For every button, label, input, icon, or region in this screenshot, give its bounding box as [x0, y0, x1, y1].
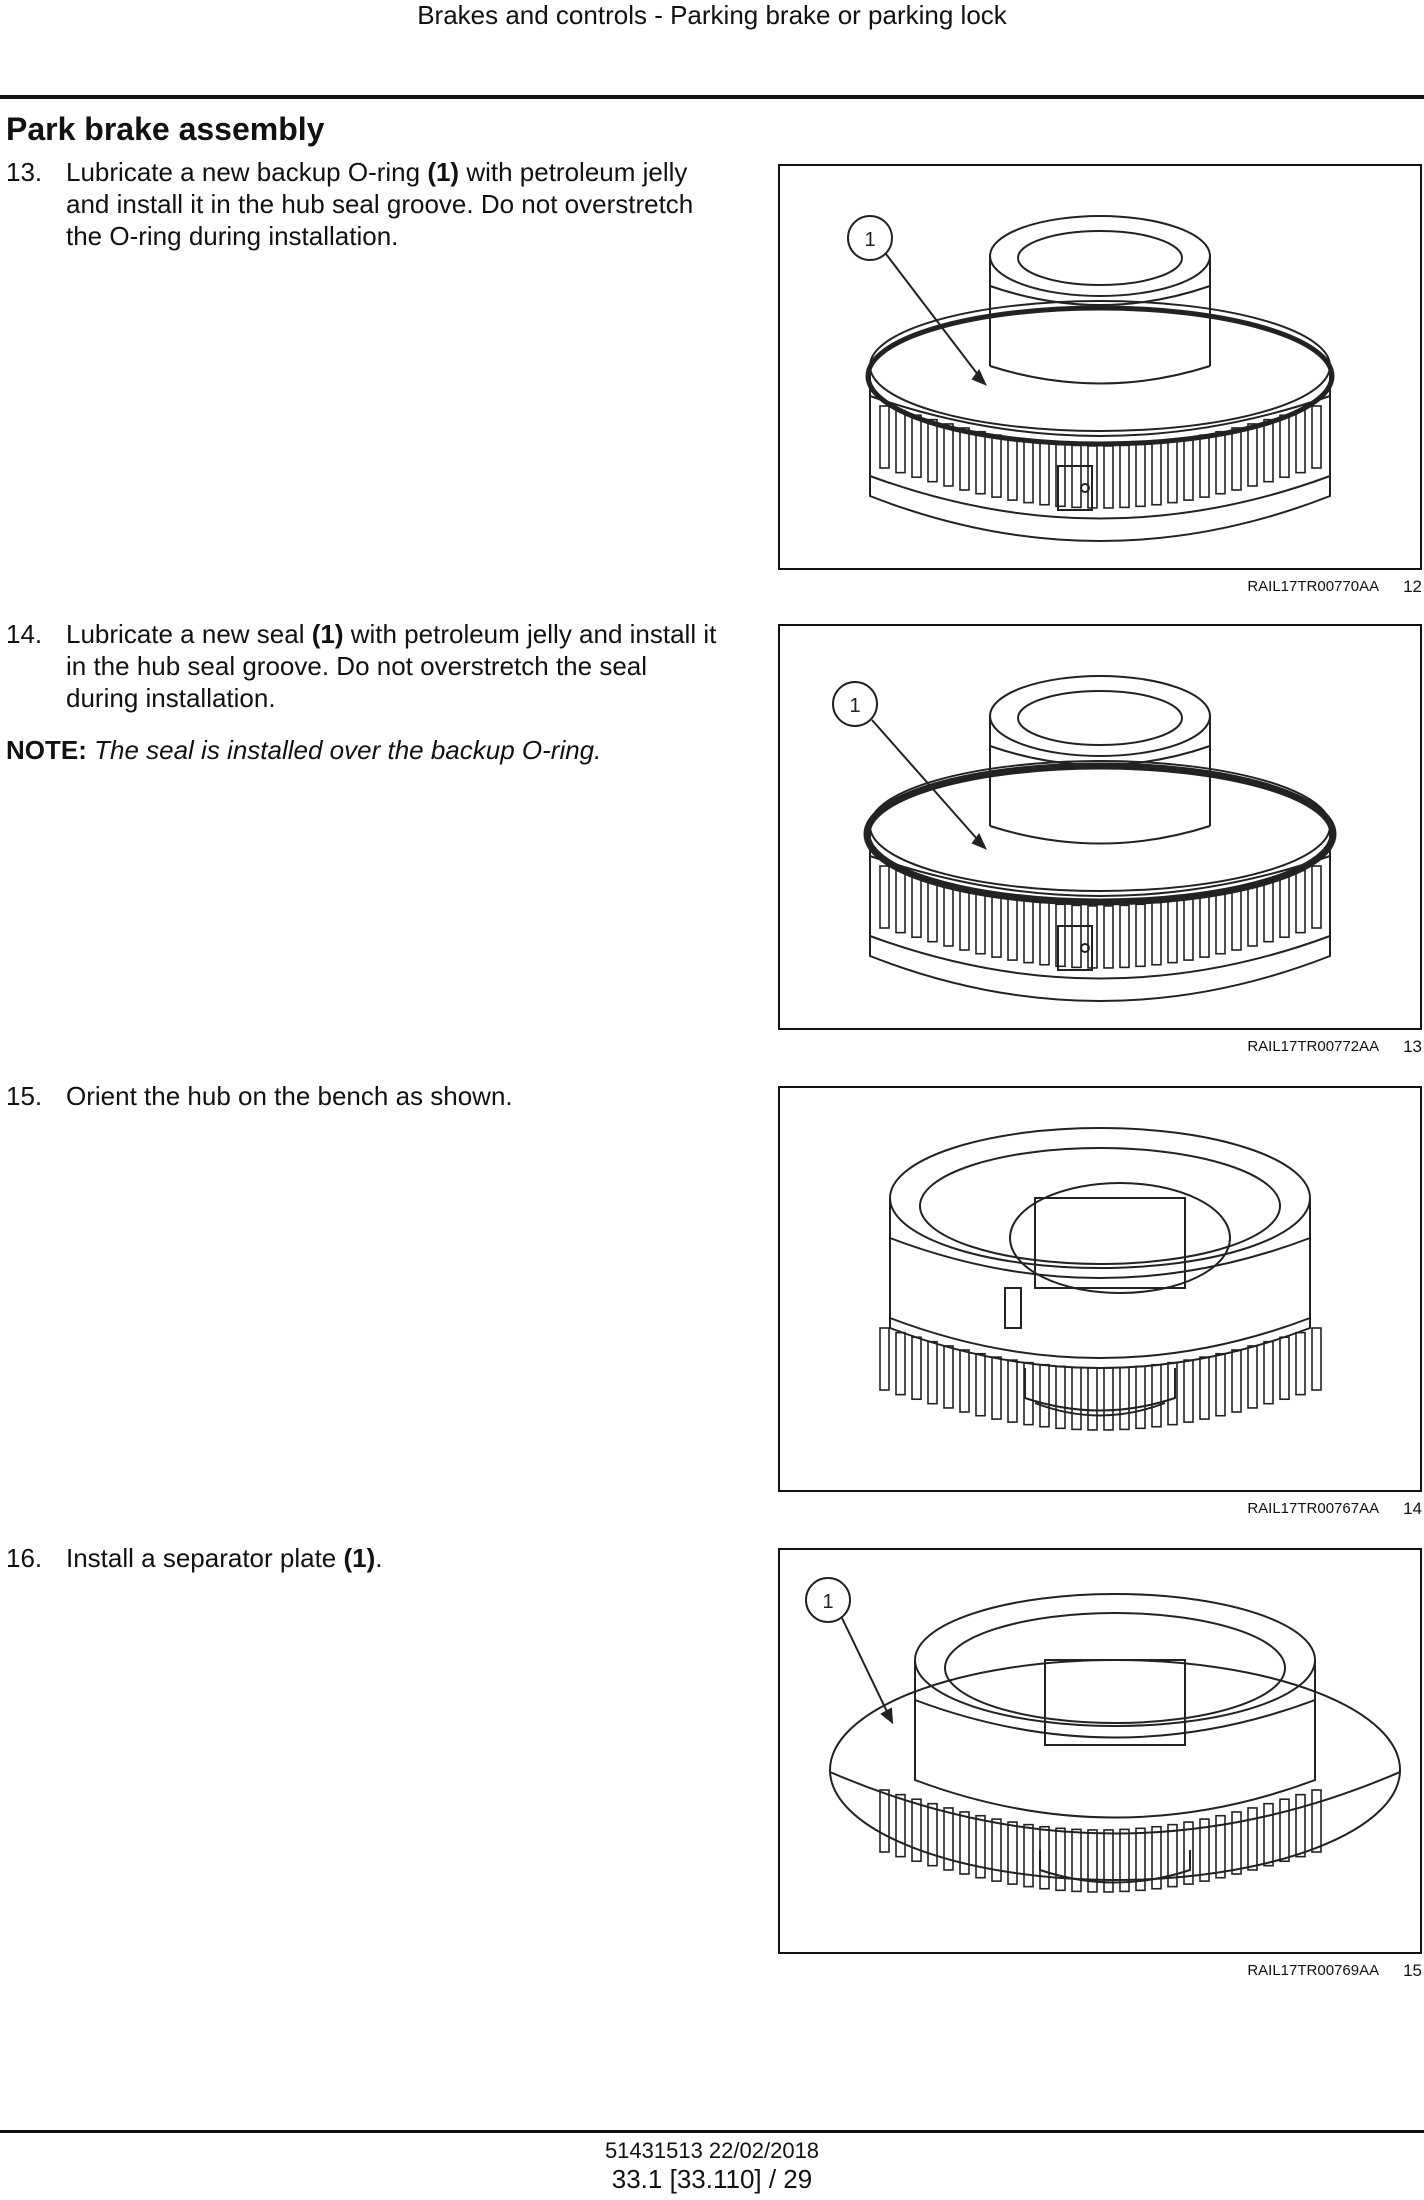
- hub-oring-illustration: [780, 166, 1420, 568]
- figure-callout: 1: [822, 1591, 834, 1613]
- figure-number: 12: [1403, 577, 1422, 596]
- step-15: [6, 1080, 726, 1112]
- figure-code: RAIL17TR00767AA: [1247, 1500, 1380, 1517]
- separator-plate-illustration: [780, 1550, 1420, 1952]
- step-text: Orient the hub on the bench as shown.: [66, 1081, 513, 1111]
- figure-15: [778, 1548, 1422, 1954]
- step-text: Install a separator plate (1).: [66, 1543, 383, 1573]
- header-rule: [0, 95, 1424, 99]
- figure-number: 15: [1403, 1961, 1422, 1980]
- step-14: [6, 618, 726, 714]
- figure-caption: [1150, 1038, 1422, 1056]
- step-text: Lubricate a new seal (1) with petroleum jelly and install it in the hub seal groove. Do not overstretch the seal during installation.: [66, 619, 717, 713]
- figure-callout: 1: [864, 229, 876, 251]
- step-13: [6, 156, 726, 252]
- footer-doc-id: 51431513 22/02/2018: [604, 2138, 820, 2163]
- figure-code: RAIL17TR00770AA: [1247, 578, 1380, 595]
- step-number: 16.: [6, 1543, 43, 1573]
- figure-number: 13: [1403, 1037, 1422, 1056]
- hub-oriented-illustration: [780, 1088, 1420, 1490]
- figure-13: [778, 624, 1422, 1030]
- step-number: 14.: [6, 619, 43, 649]
- step-number: 13.: [6, 157, 43, 187]
- figure-code: RAIL17TR00772AA: [1247, 1038, 1380, 1055]
- figure-number: 14: [1403, 1499, 1422, 1518]
- figure-callout: 1: [849, 695, 861, 717]
- figure-code: RAIL17TR00769AA: [1247, 1962, 1380, 1979]
- footer-rule: [0, 2130, 1424, 2133]
- figure-caption: [1150, 578, 1422, 596]
- footer-page-ref: 33.1 [33.110] / 29: [611, 2164, 813, 2194]
- note: NOTE: The seal is installed over the backup O-ring.: [6, 735, 602, 765]
- running-header: Brakes and controls - Parking brake or parking lock: [417, 0, 1007, 30]
- step-16: [6, 1542, 726, 1574]
- figure-14: [778, 1086, 1422, 1492]
- figure-caption: [1150, 1962, 1422, 1980]
- step-number: 15.: [6, 1081, 43, 1111]
- step-text: Lubricate a new backup O-ring (1) with petroleum jelly and install it in the hub seal groove. Do not overstretch the O-ring during installation.: [66, 157, 694, 251]
- section-title: Park brake assembly: [6, 111, 325, 147]
- figure-caption: [1150, 1500, 1422, 1518]
- hub-seal-illustration: [780, 626, 1420, 1028]
- figure-12: [778, 164, 1422, 570]
